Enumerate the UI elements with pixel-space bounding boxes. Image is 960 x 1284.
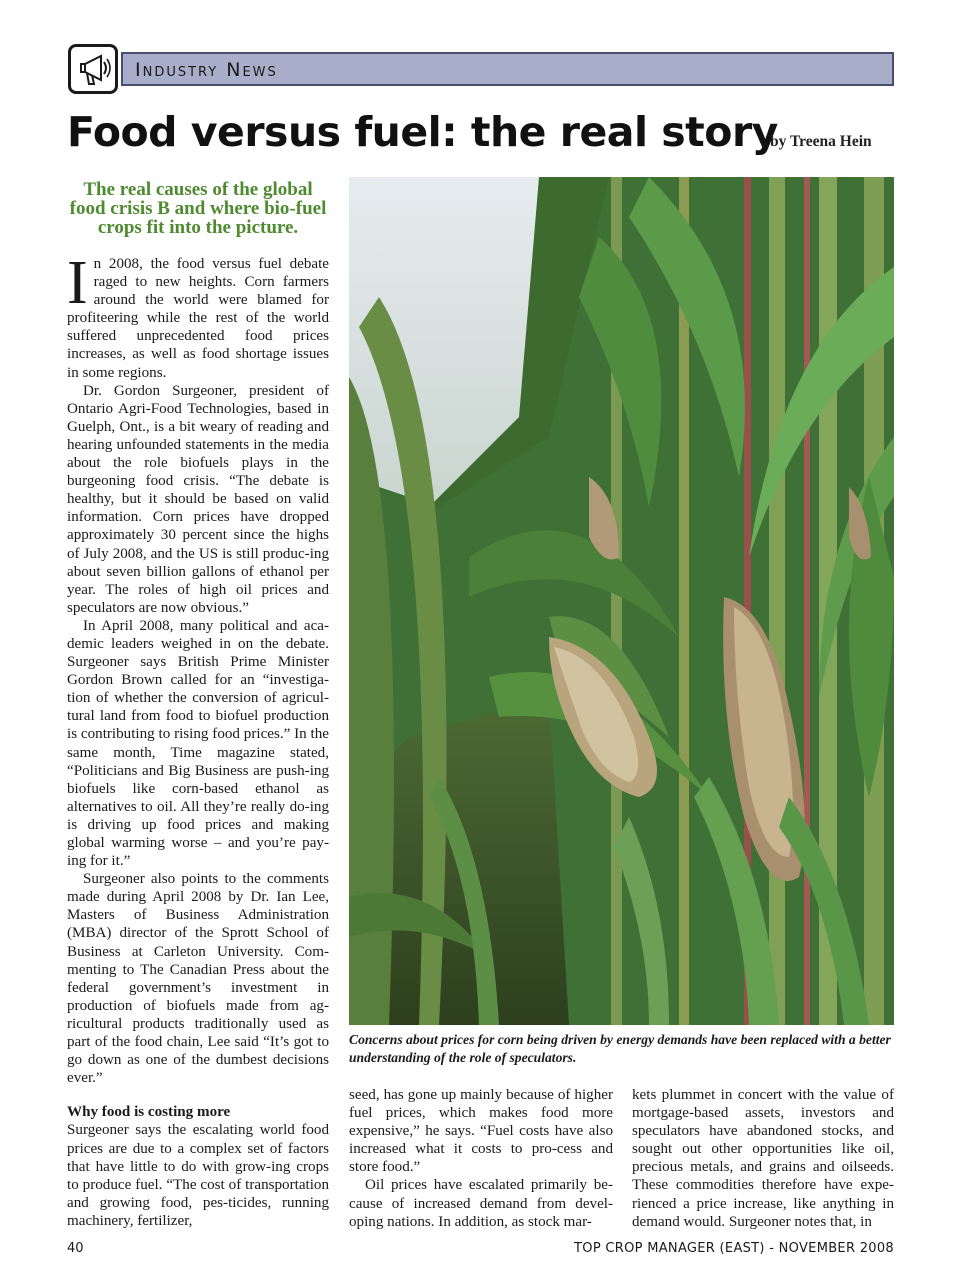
- megaphone-icon: [68, 44, 118, 94]
- article-byline: by Treena Hein: [770, 133, 872, 150]
- body-paragraph: seed, has gone up mainly because of higher fuel prices, which makes food more expensive,” he says. “Fuel costs have also increased what it costs to pro-cess and store food.”: [349, 1087, 613, 1176]
- drop-cap: I: [67, 249, 88, 317]
- body-column-right: [632, 1086, 894, 1231]
- cornfield-photo: [349, 177, 894, 1025]
- section-title: Industry News: [135, 59, 278, 81]
- body-paragraph: Dr. Gordon Surgeoner, president of Ontario Agri-Food Technologies, based in Guelph, Ont., is a bit weary of reading and hearing unfounded statements in the media about the role biofuels plays in the burgeoning food crisis. “The debate is healthy, but it should be based on valid information. Corn prices have dropped approximately 30 percent since the highs of July 2008, and the US is still produc-ing about seven billion gallons of ethanol per year. The roles of high oil prices and speculators are now obvious.”: [67, 382, 329, 616]
- body-paragraph: In 2008, the food versus fuel debate raged to new heights. Corn farmers around the world were blamed for profiteering while the rest of the world suffered unprecedented food prices increases, as well as food shortage issues in some regions.: [67, 249, 329, 381]
- body-paragraph: Oil prices have escalated primarily be-cause of increased demand from devel-oping nations. In addition, as stock mar-: [349, 1177, 613, 1230]
- section-header: [68, 44, 894, 92]
- body-paragraph: Surgeoner also points to the comments made during April 2008 by Dr. Ian Lee, Masters of Business Administration (MBA) director of the Sprott School of Business at Carleton University. Com-menting to The Canadian Press about the federal government’s investment in production of biofuels made from ag-ricultural products traditionally used as part of the food chain, Lee said “It’s got to go down as one of the dumbest decisions ever.”: [67, 871, 329, 1087]
- body-column-left: [67, 249, 329, 1230]
- article-deck: The real causes of the global food crisis B and where bio-fuel crops fit into the picture.: [69, 179, 327, 238]
- article-headline: Food versus fuel: the real story: [67, 108, 778, 156]
- subheading: Why food is costing more: [67, 1104, 231, 1121]
- photo-caption: Concerns about prices for corn being driven by energy demands have been replaced with a better understanding of the role of speculators.: [349, 1032, 891, 1065]
- section-band: [121, 52, 894, 86]
- body-paragraph: In April 2008, many political and aca-demic leaders weighed in on the debate. Surgeoner says British Prime Minister Gordon Brown called for an “investiga-tion of whether the conversion of agricul-tural land from food to biofuel production is contributing to rising food prices.” In the same month, Time magazine stated, “Politicians and Big Business are push-ing biofuels like corn-based ethanol as alternatives to oil. All they’re really do-ing is driving up food prices and making global warming worse – and you’re pay-ing for it.”: [67, 617, 329, 870]
- body-paragraph: Surgeoner says the escalating world food prices are due to a complex set of factors that have little to do with grow-ing crops to produce fuel. “The cost of transportation and growing food, pes-ticides, running machinery, fertilizer,: [67, 1122, 329, 1229]
- page-number: 40: [67, 1241, 84, 1256]
- body-paragraph: kets plummet in concert with the value of mortgage-based assets, investors and speculators have abandoned stocks, and sought out other opportunities like oil, precious metals, and grains and oilseeds. These commodities therefore have expe-rienced a price increase, like anything in demand would. Surgeoner notes that, in: [632, 1087, 894, 1230]
- publication-footer: TOP CROP MANAGER (EAST) - NOVEMBER 2008: [574, 1241, 894, 1256]
- body-column-middle: [349, 1086, 613, 1231]
